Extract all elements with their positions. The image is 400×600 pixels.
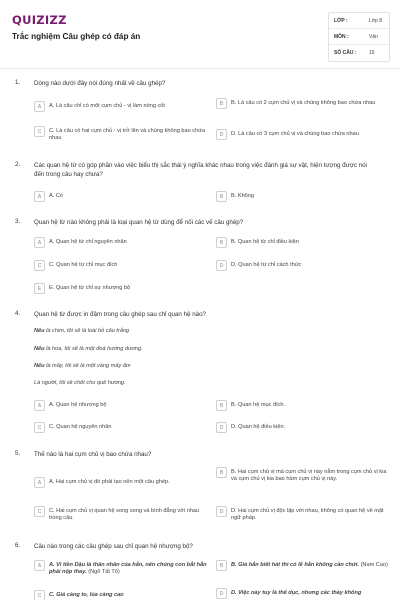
option-letter-badge: C [34, 422, 45, 433]
option-b[interactable] [216, 467, 390, 484]
option-c[interactable] [34, 260, 208, 271]
option-italic-text: C. Giá càng to, lúa càng cao [49, 591, 124, 598]
option-text: B. Quan hệ từ chỉ điều kiện [231, 238, 299, 245]
option-d[interactable] [216, 506, 390, 523]
question-text: Quan hệ từ được in đậm trong câu ghép sau chỉ quan hệ nào? [34, 311, 206, 318]
document-header [0, 0, 400, 66]
option-text: B. Quan hệ mục đích. [231, 401, 286, 408]
option-b[interactable] [216, 400, 390, 411]
option-a[interactable] [34, 237, 208, 248]
option-letter-badge: A [34, 101, 45, 112]
question-text: Quan hệ từ nào không phải là loại quan hệ từ dùng để nối các vế câu ghép? [34, 219, 244, 226]
quote-text: là mây, tôi sẽ là một vầng mây ấm [44, 363, 131, 369]
page-title: Trắc nghiệm Câu ghép có đáp án [12, 32, 141, 41]
option-c[interactable] [34, 506, 208, 523]
option-a[interactable] [34, 101, 208, 112]
question-number: 2. [15, 161, 21, 168]
quizizz-logo: QUIZIZZ [12, 13, 67, 27]
option-d[interactable] [216, 588, 390, 599]
option-b[interactable] [216, 98, 390, 109]
option-a[interactable] [34, 400, 208, 411]
option-letter-badge: B [216, 560, 227, 571]
bold-conjunction: Nếu [34, 328, 45, 334]
option-b[interactable] [216, 560, 390, 571]
option-letter-badge: B [216, 191, 227, 202]
option-b[interactable] [216, 237, 390, 248]
option-text: B. Không [231, 192, 255, 199]
meta-value: 15 [369, 50, 375, 56]
option-text: B. Là câu có 2 cụm chủ vị và chúng không bao chứa nhau [231, 99, 376, 106]
option-letter-badge: B [216, 400, 227, 411]
option-text [231, 588, 361, 597]
option-letter-badge: D [216, 260, 227, 271]
quote-text: Là người, tôi sẽ chết cho quê hương. [34, 380, 126, 386]
bold-conjunction: Nếu [34, 346, 45, 352]
option-letter-badge: C [34, 506, 45, 517]
question-number: 6. [15, 542, 21, 549]
option-letter-badge: D [216, 129, 227, 140]
quote-text: là chim, tôi sẽ là loài bồ câu trắng [44, 328, 130, 334]
option-text: B. Hai cụm chủ vị mà cụm chủ vị này nằm trong cụm chủ vị kia và cụm chủ vị kia bao hàm cụm chủ vị này. [231, 468, 387, 482]
meta-info-box [328, 12, 390, 62]
option-text: C. Hai cụm chủ vị quan hệ song song và bình đẳng với nhau trong câu. [49, 507, 200, 521]
option-letter-badge: C [34, 590, 45, 600]
option-letter-badge: A [34, 477, 45, 488]
option-c[interactable] [34, 422, 208, 433]
option-a[interactable] [34, 191, 208, 202]
meta-label: LỚP : [334, 17, 348, 24]
option-letter-badge: D [216, 588, 227, 599]
quote-line [34, 327, 374, 335]
quote-line [34, 345, 374, 353]
option-letter-badge: C [34, 260, 45, 271]
option-italic-text: B. Giá hắn biết hát thì có lẽ hắn không cần chửi. [231, 561, 360, 568]
quote-line [34, 379, 374, 387]
meta-row-count [329, 45, 389, 61]
header-divider [0, 68, 400, 69]
meta-label: SỐ CÂU : [334, 50, 357, 56]
question-text: Dòng nào dưới đây nói đúng nhất về câu ghép? [34, 80, 166, 87]
option-letter-badge: C [34, 126, 45, 137]
option-text: C. Quan hệ nguyên nhân [49, 423, 112, 430]
option-a[interactable] [34, 477, 208, 488]
question-number: 3. [15, 218, 21, 225]
option-text: A. Là câu chỉ có một cụm chủ - vị làm nòng cốt [49, 102, 165, 109]
question-text: Câu nào trong các câu ghép sau chỉ quan hệ nhượng bộ? [34, 543, 193, 550]
option-letter-badge: B [216, 467, 227, 478]
meta-label: MÔN : [334, 33, 349, 40]
meta-value: Văn [369, 33, 378, 40]
option-text: A. Hai cụm chủ vị đó phải tạo nên một câu ghép. [49, 478, 170, 485]
option-letter-badge: A [34, 191, 45, 202]
option-text: C. Là câu có hai cụm chủ - vị trở lên và chúng không bao chứa nhau [49, 127, 206, 141]
option-letter-badge: A [34, 237, 45, 248]
option-letter-badge: B [216, 98, 227, 109]
bold-conjunction: Nếu [34, 363, 45, 369]
option-italic-text: A. Vì tiền Dậu là thân nhân của hắn, nên chúng con bắt hắn phải nộp thay. [49, 561, 207, 575]
option-text: E. Quan hệ từ chỉ sự nhượng bộ [49, 284, 131, 291]
question-text: Thế nào là hai cụm chủ vị bao chứa nhau? [34, 451, 152, 458]
option-e[interactable] [34, 283, 208, 294]
quote-text: là hoa, tôi sẽ là một đoá hướng dương. [44, 346, 143, 352]
option-b[interactable] [216, 191, 390, 202]
option-text [49, 560, 208, 577]
question-number: 1. [15, 79, 21, 86]
option-letter-badge: D [216, 422, 227, 433]
option-text: A. Quan hệ nhượng bộ [49, 401, 107, 408]
option-letter-badge: B [216, 237, 227, 248]
option-d[interactable] [216, 422, 390, 433]
option-text: D. Quan hệ từ chỉ cách thức [231, 261, 302, 268]
question-text: Các quan hệ từ có góp phần vào việc biểu thị sắc thái ý nghĩa khác nhau trong việc đánh giá sự vật, hiện tượng được nói đến trong câu hay chưa? [34, 162, 367, 178]
question-number: 5. [15, 450, 21, 457]
option-text: D. Hai cụm chủ vị độc lập với nhau, không có quan hệ về mặt ngữ pháp. [231, 507, 384, 521]
option-d[interactable] [216, 129, 390, 140]
option-text [231, 560, 388, 569]
option-letter-badge: A [34, 400, 45, 411]
option-letter-badge: D [216, 506, 227, 517]
meta-value: Lớp 8 [369, 17, 383, 24]
option-text [49, 590, 124, 599]
option-c[interactable] [34, 590, 208, 600]
option-a[interactable] [34, 560, 208, 577]
question-number: 4. [15, 310, 21, 317]
option-source: (Ngô Tất Tố) [86, 569, 120, 575]
option-d[interactable] [216, 260, 390, 271]
option-letter-badge: A [34, 560, 45, 571]
option-text: D. Là câu có 3 cụm chủ vị và chúng bao chứa nhau [231, 130, 359, 137]
option-text: A. Có [49, 192, 63, 199]
quote-line [34, 362, 374, 370]
option-source: (Nam Cao) [359, 561, 388, 568]
option-letter-badge: E [34, 283, 45, 294]
option-text: C. Quan hệ từ chỉ mục đích [49, 261, 118, 268]
option-italic-text: D. Việc này tuy là thế dục, nhưng các thầy không [231, 589, 362, 596]
meta-row-class [329, 13, 389, 29]
meta-row-subject [329, 29, 389, 45]
option-text: D. Quan hệ điều kiện. [231, 423, 286, 430]
option-c[interactable] [34, 126, 208, 143]
option-text: A. Quan hệ từ chỉ nguyên nhân [49, 238, 127, 245]
